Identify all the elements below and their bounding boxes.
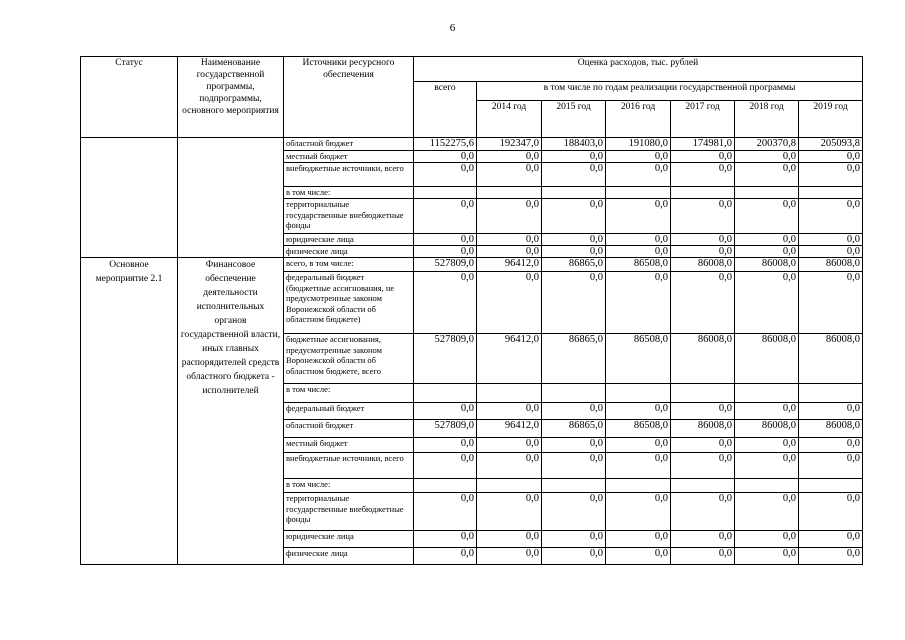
total-value-cell: 0,0: [414, 438, 477, 453]
total-value-cell: 527809,0: [414, 334, 477, 384]
header-year: 2018 год: [735, 101, 799, 138]
total-value-cell: 1152275,6: [414, 138, 477, 151]
status-cell: Основное мероприятие 2.1: [81, 258, 178, 565]
year-value-cell: 96412,0: [477, 420, 542, 438]
year-value-cell: 0,0: [799, 151, 863, 163]
year-value-cell: 0,0: [799, 403, 863, 420]
year-value-cell: 0,0: [477, 493, 542, 531]
year-value-cell: 86008,0: [799, 258, 863, 272]
total-value-cell: 0,0: [414, 246, 477, 258]
year-value-cell: 0,0: [799, 272, 863, 334]
year-value-cell: [799, 187, 863, 199]
year-value-cell: 86008,0: [799, 334, 863, 384]
header-year: 2019 год: [799, 101, 863, 138]
header-year: 2017 год: [671, 101, 735, 138]
year-value-cell: 0,0: [542, 453, 606, 479]
year-value-cell: 0,0: [671, 163, 735, 187]
year-value-cell: 0,0: [542, 548, 606, 565]
year-value-cell: 0,0: [477, 272, 542, 334]
year-value-cell: 0,0: [799, 493, 863, 531]
total-value-cell: 0,0: [414, 531, 477, 548]
total-value-cell: 0,0: [414, 163, 477, 187]
header-name: Наименование государственной программы, подпрограммы, основного мероприятия: [178, 57, 284, 138]
year-value-cell: 0,0: [606, 199, 671, 234]
year-value-cell: [477, 384, 542, 403]
year-value-cell: 0,0: [477, 199, 542, 234]
header-year: 2014 год: [477, 101, 542, 138]
year-value-cell: 192347,0: [477, 138, 542, 151]
year-value-cell: [671, 479, 735, 493]
year-value-cell: 0,0: [477, 453, 542, 479]
year-value-cell: [735, 187, 799, 199]
year-value-cell: 0,0: [606, 403, 671, 420]
source-cell: федеральный бюджет (бюджетные ассигнования, не предусмотренные законом Воронежской области об областном бюджете): [284, 272, 414, 334]
header-estimate: Оценка расходов, тыс. рублей: [414, 57, 863, 82]
year-value-cell: 86008,0: [735, 420, 799, 438]
year-value-cell: 0,0: [542, 163, 606, 187]
year-value-cell: [477, 479, 542, 493]
year-value-cell: 0,0: [542, 403, 606, 420]
year-value-cell: 0,0: [799, 453, 863, 479]
year-value-cell: 0,0: [606, 548, 671, 565]
total-value-cell: [414, 479, 477, 493]
year-value-cell: 0,0: [799, 234, 863, 246]
year-value-cell: 86865,0: [542, 334, 606, 384]
status-cell: [81, 138, 178, 258]
year-value-cell: 0,0: [799, 548, 863, 565]
year-value-cell: 86865,0: [542, 420, 606, 438]
budget-table: [80, 56, 863, 565]
year-value-cell: 0,0: [799, 163, 863, 187]
year-value-cell: 0,0: [735, 272, 799, 334]
year-value-cell: 0,0: [542, 234, 606, 246]
total-value-cell: 0,0: [414, 234, 477, 246]
source-cell: юридические лица: [284, 531, 414, 548]
year-value-cell: 96412,0: [477, 258, 542, 272]
year-value-cell: 0,0: [799, 199, 863, 234]
year-value-cell: 0,0: [477, 548, 542, 565]
header-by-years: в том числе по годам реализации государственной программы: [477, 82, 863, 101]
total-value-cell: 0,0: [414, 453, 477, 479]
year-value-cell: 188403,0: [542, 138, 606, 151]
year-value-cell: 86008,0: [671, 334, 735, 384]
year-value-cell: 0,0: [542, 246, 606, 258]
year-value-cell: 0,0: [477, 438, 542, 453]
year-value-cell: 174981,0: [671, 138, 735, 151]
year-value-cell: 0,0: [542, 151, 606, 163]
year-value-cell: 0,0: [671, 272, 735, 334]
year-value-cell: 86508,0: [606, 334, 671, 384]
name-cell: Финансовое обеспечение деятельности исполнительных органов государственной власти, иных главных распорядителей средств областного бюджета - исполнителей: [178, 258, 284, 565]
source-cell: внебюджетные источники, всего: [284, 453, 414, 479]
source-cell: внебюджетные источники, всего: [284, 163, 414, 187]
year-value-cell: 0,0: [542, 272, 606, 334]
total-value-cell: 0,0: [414, 199, 477, 234]
year-value-cell: 0,0: [606, 234, 671, 246]
year-value-cell: 86008,0: [671, 420, 735, 438]
year-value-cell: 0,0: [606, 163, 671, 187]
table-row: [81, 258, 863, 272]
source-cell: областной бюджет: [284, 138, 414, 151]
year-value-cell: 86008,0: [735, 258, 799, 272]
source-cell: местный бюджет: [284, 438, 414, 453]
year-value-cell: 0,0: [735, 151, 799, 163]
year-value-cell: 0,0: [671, 403, 735, 420]
year-value-cell: [542, 384, 606, 403]
year-value-cell: 0,0: [671, 531, 735, 548]
year-value-cell: 0,0: [477, 163, 542, 187]
table-body: [81, 138, 863, 565]
year-value-cell: [606, 479, 671, 493]
header-total: всего: [414, 82, 477, 138]
year-value-cell: 0,0: [606, 453, 671, 479]
year-value-cell: 0,0: [735, 453, 799, 479]
year-value-cell: 0,0: [606, 272, 671, 334]
source-cell: областной бюджет: [284, 420, 414, 438]
year-value-cell: 205093,8: [799, 138, 863, 151]
year-value-cell: 0,0: [606, 438, 671, 453]
year-value-cell: 0,0: [542, 531, 606, 548]
year-value-cell: 0,0: [542, 493, 606, 531]
page-number: 6: [449, 22, 456, 34]
source-cell: местный бюджет: [284, 151, 414, 163]
source-cell: в том числе:: [284, 479, 414, 493]
year-value-cell: 0,0: [671, 151, 735, 163]
source-cell: всего, в том числе:: [284, 258, 414, 272]
year-value-cell: 0,0: [735, 199, 799, 234]
header-year: 2016 год: [606, 101, 671, 138]
table-header: [81, 57, 863, 138]
year-value-cell: 0,0: [606, 246, 671, 258]
year-value-cell: 0,0: [735, 438, 799, 453]
year-value-cell: [606, 187, 671, 199]
year-value-cell: 0,0: [735, 548, 799, 565]
year-value-cell: 0,0: [671, 438, 735, 453]
year-value-cell: [735, 384, 799, 403]
year-value-cell: [671, 384, 735, 403]
total-value-cell: 527809,0: [414, 258, 477, 272]
year-value-cell: 0,0: [671, 453, 735, 479]
total-value-cell: 527809,0: [414, 420, 477, 438]
year-value-cell: 0,0: [671, 493, 735, 531]
year-value-cell: 0,0: [735, 246, 799, 258]
year-value-cell: 86508,0: [606, 258, 671, 272]
year-value-cell: 200370,8: [735, 138, 799, 151]
source-cell: в том числе:: [284, 187, 414, 199]
total-value-cell: 0,0: [414, 403, 477, 420]
year-value-cell: 0,0: [799, 438, 863, 453]
year-value-cell: [735, 479, 799, 493]
source-cell: физические лица: [284, 246, 414, 258]
source-cell: федеральный бюджет: [284, 403, 414, 420]
header-year: 2015 год: [542, 101, 606, 138]
year-value-cell: 0,0: [477, 246, 542, 258]
year-value-cell: 0,0: [606, 151, 671, 163]
year-value-cell: 0,0: [671, 246, 735, 258]
year-value-cell: 0,0: [542, 438, 606, 453]
year-value-cell: 86008,0: [735, 334, 799, 384]
year-value-cell: 0,0: [671, 199, 735, 234]
year-value-cell: 0,0: [477, 151, 542, 163]
year-value-cell: 0,0: [477, 531, 542, 548]
year-value-cell: [606, 384, 671, 403]
source-cell: территориальные государственные внебюджетные фонды: [284, 493, 414, 531]
year-value-cell: 0,0: [735, 531, 799, 548]
total-value-cell: [414, 384, 477, 403]
year-value-cell: 0,0: [477, 403, 542, 420]
source-cell: бюджетные ассигнования, предусмотренные законом Воронежской области об областном бюджете, всего: [284, 334, 414, 384]
year-value-cell: 96412,0: [477, 334, 542, 384]
total-value-cell: 0,0: [414, 151, 477, 163]
total-value-cell: [414, 187, 477, 199]
year-value-cell: [799, 479, 863, 493]
year-value-cell: 0,0: [671, 234, 735, 246]
year-value-cell: 86008,0: [671, 258, 735, 272]
year-value-cell: 0,0: [735, 493, 799, 531]
year-value-cell: 191080,0: [606, 138, 671, 151]
year-value-cell: [477, 187, 542, 199]
year-value-cell: 0,0: [799, 246, 863, 258]
year-value-cell: 86008,0: [799, 420, 863, 438]
year-value-cell: [671, 187, 735, 199]
year-value-cell: 0,0: [735, 163, 799, 187]
year-value-cell: 0,0: [542, 199, 606, 234]
year-value-cell: [799, 384, 863, 403]
total-value-cell: 0,0: [414, 548, 477, 565]
source-cell: в том числе:: [284, 384, 414, 403]
year-value-cell: [542, 187, 606, 199]
source-cell: территориальные государственные внебюджетные фонды: [284, 199, 414, 234]
year-value-cell: 0,0: [606, 531, 671, 548]
year-value-cell: 86508,0: [606, 420, 671, 438]
total-value-cell: 0,0: [414, 493, 477, 531]
year-value-cell: [542, 479, 606, 493]
year-value-cell: 0,0: [735, 234, 799, 246]
source-cell: физические лица: [284, 548, 414, 565]
table-row: [81, 138, 863, 151]
total-value-cell: 0,0: [414, 272, 477, 334]
source-cell: юридические лица: [284, 234, 414, 246]
year-value-cell: 0,0: [799, 531, 863, 548]
header-sources: Источники ресурсного обеспечения: [284, 57, 414, 138]
year-value-cell: 0,0: [606, 493, 671, 531]
year-value-cell: 0,0: [735, 403, 799, 420]
header-status: Статус: [81, 57, 178, 138]
name-cell: [178, 138, 284, 258]
year-value-cell: 0,0: [477, 234, 542, 246]
year-value-cell: 0,0: [671, 548, 735, 565]
year-value-cell: 86865,0: [542, 258, 606, 272]
